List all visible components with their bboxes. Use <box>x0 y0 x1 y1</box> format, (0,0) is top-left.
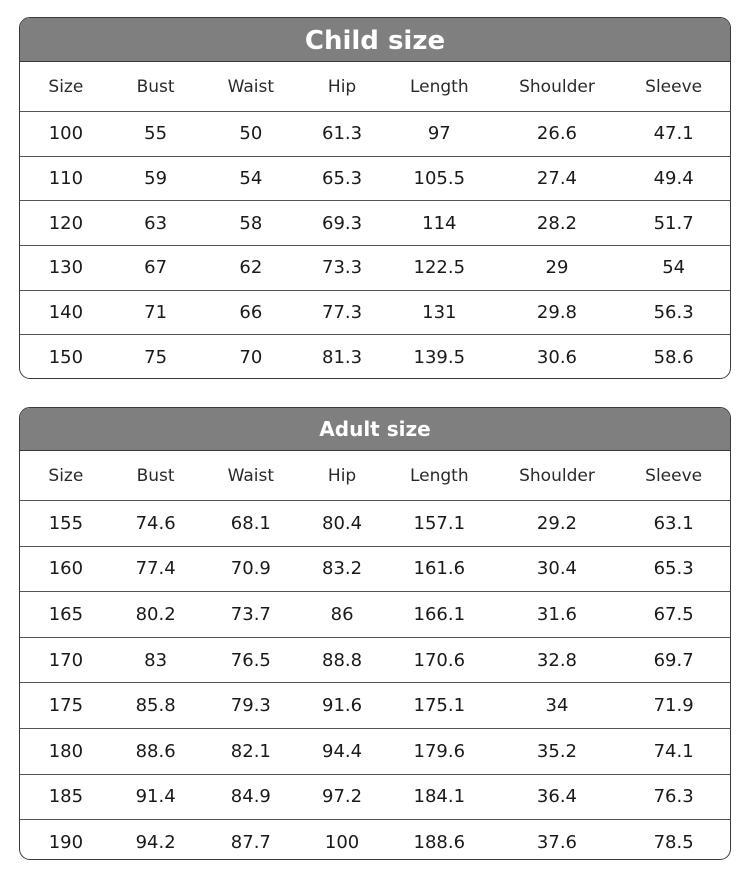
table-cell: 65.3 <box>322 168 363 190</box>
table-row <box>20 592 730 638</box>
table-cell: 77.3 <box>322 302 363 324</box>
table-cell: 63.1 <box>653 512 694 534</box>
table-cell: 184.1 <box>413 786 466 808</box>
table-cell: 31.6 <box>536 603 577 625</box>
table-cell: 30.4 <box>536 558 577 580</box>
table-cell: 49.4 <box>653 168 694 190</box>
table-cell: 88.6 <box>135 740 176 762</box>
table-cell: 73.3 <box>322 257 363 279</box>
table-cell: 67 <box>144 257 168 279</box>
table-cell: 58.6 <box>653 347 694 369</box>
table-cell: 59 <box>144 168 168 190</box>
table-cell: 81.3 <box>322 347 363 369</box>
table-cell: 74.6 <box>135 512 176 534</box>
table-row <box>20 246 730 291</box>
table-cell: 26.6 <box>536 123 577 145</box>
table-cell: 83 <box>144 649 168 671</box>
table-cell: 122.5 <box>413 257 466 279</box>
column-header: Waist <box>227 465 275 486</box>
table-cell: 65.3 <box>653 558 694 580</box>
table-row <box>20 112 730 157</box>
table-cell: 110 <box>48 168 84 190</box>
column-header: Shoulder <box>519 76 595 97</box>
column-header: Hip <box>327 76 357 97</box>
table-cell: 51.7 <box>653 212 694 234</box>
table-cell: 170.6 <box>413 649 466 671</box>
table-cell: 35.2 <box>536 740 577 762</box>
table-cell: 70 <box>239 347 263 369</box>
table-cell: 56.3 <box>653 302 694 324</box>
table-cell: 185 <box>48 786 84 808</box>
table-cell: 170 <box>48 649 84 671</box>
table-cell: 84.9 <box>230 786 271 808</box>
table-cell: 87.7 <box>230 832 271 854</box>
header-row <box>20 451 730 501</box>
table-cell: 91.4 <box>135 786 176 808</box>
table-cell: 161.6 <box>413 558 466 580</box>
table-cell: 150 <box>48 347 84 369</box>
table-cell: 80.2 <box>135 603 176 625</box>
adult-size-rows <box>20 451 730 860</box>
table-cell: 105.5 <box>413 168 466 190</box>
table-row <box>20 729 730 775</box>
table-cell: 165 <box>48 603 84 625</box>
table-row <box>20 547 730 593</box>
table-cell: 94.4 <box>322 740 363 762</box>
child-size-title: Child size <box>20 18 730 62</box>
table-cell: 73.7 <box>230 603 271 625</box>
column-header: Length <box>409 76 469 97</box>
table-row <box>20 291 730 336</box>
table-cell: 50 <box>239 123 263 145</box>
column-header: Sleeve <box>645 76 703 97</box>
column-header: Size <box>48 465 84 486</box>
table-cell: 82.1 <box>230 740 271 762</box>
table-cell: 114 <box>422 212 457 234</box>
table-cell: 70.9 <box>230 558 271 580</box>
table-cell: 190 <box>48 832 84 854</box>
table-cell: 78.5 <box>653 832 694 854</box>
table-cell: 76.5 <box>230 649 271 671</box>
table-cell: 71 <box>144 302 168 324</box>
table-cell: 47.1 <box>653 123 694 145</box>
table-cell: 62 <box>239 257 263 279</box>
column-header: Bust <box>136 465 175 486</box>
table-cell: 139.5 <box>413 347 466 369</box>
table-cell: 54 <box>239 168 263 190</box>
child-size-rows <box>20 62 730 379</box>
column-header: Sleeve <box>645 465 703 486</box>
header-row <box>20 62 730 112</box>
table-cell: 34 <box>545 695 569 717</box>
table-cell: 175 <box>48 695 84 717</box>
adult-size-table <box>19 407 731 860</box>
table-row <box>20 335 730 379</box>
table-cell: 29 <box>545 257 569 279</box>
adult-size-title: Adult size <box>20 408 730 451</box>
table-cell: 68.1 <box>230 512 271 534</box>
table-cell: 67.5 <box>653 603 694 625</box>
table-cell: 30.6 <box>536 347 577 369</box>
table-cell: 58 <box>239 212 263 234</box>
table-cell: 97 <box>427 123 451 145</box>
table-cell: 157.1 <box>413 512 466 534</box>
table-row <box>20 683 730 729</box>
table-cell: 155 <box>48 512 84 534</box>
table-cell: 85.8 <box>135 695 176 717</box>
table-cell: 75 <box>144 347 168 369</box>
table-cell: 88.8 <box>322 649 363 671</box>
child-size-table <box>19 17 731 379</box>
column-header: Length <box>409 465 469 486</box>
table-cell: 69.7 <box>653 649 694 671</box>
table-row <box>20 201 730 246</box>
column-header: Hip <box>327 465 357 486</box>
table-cell: 54 <box>662 257 686 279</box>
table-cell: 61.3 <box>322 123 363 145</box>
table-cell: 36.4 <box>536 786 577 808</box>
column-header: Bust <box>136 76 175 97</box>
table-cell: 91.6 <box>322 695 363 717</box>
table-cell: 160 <box>48 558 84 580</box>
table-cell: 28.2 <box>536 212 577 234</box>
table-cell: 100 <box>48 123 84 145</box>
table-cell: 29.2 <box>536 512 577 534</box>
column-header: Waist <box>227 76 275 97</box>
table-cell: 175.1 <box>413 695 466 717</box>
table-row <box>20 638 730 684</box>
table-cell: 166.1 <box>413 603 466 625</box>
column-header: Size <box>48 76 84 97</box>
table-cell: 63 <box>144 212 168 234</box>
table-cell: 66 <box>239 302 263 324</box>
table-cell: 37.6 <box>536 832 577 854</box>
table-cell: 79.3 <box>230 695 271 717</box>
table-cell: 55 <box>144 123 168 145</box>
table-cell: 86 <box>330 603 354 625</box>
table-row <box>20 157 730 202</box>
table-cell: 76.3 <box>653 786 694 808</box>
table-cell: 180 <box>48 740 84 762</box>
table-cell: 188.6 <box>413 832 466 854</box>
table-cell: 29.8 <box>536 302 577 324</box>
table-row <box>20 820 730 860</box>
table-row <box>20 501 730 547</box>
table-row <box>20 775 730 821</box>
table-cell: 100 <box>324 832 360 854</box>
table-cell: 69.3 <box>322 212 363 234</box>
table-cell: 32.8 <box>536 649 577 671</box>
table-cell: 179.6 <box>413 740 466 762</box>
table-cell: 120 <box>48 212 84 234</box>
table-cell: 80.4 <box>322 512 363 534</box>
table-cell: 83.2 <box>322 558 363 580</box>
table-cell: 140 <box>48 302 84 324</box>
column-header: Shoulder <box>519 465 595 486</box>
table-cell: 74.1 <box>653 740 694 762</box>
table-cell: 131 <box>422 302 457 324</box>
table-cell: 130 <box>48 257 84 279</box>
table-cell: 27.4 <box>536 168 577 190</box>
table-cell: 97.2 <box>322 786 363 808</box>
table-cell: 94.2 <box>135 832 176 854</box>
table-cell: 77.4 <box>135 558 176 580</box>
table-cell: 71.9 <box>653 695 694 717</box>
